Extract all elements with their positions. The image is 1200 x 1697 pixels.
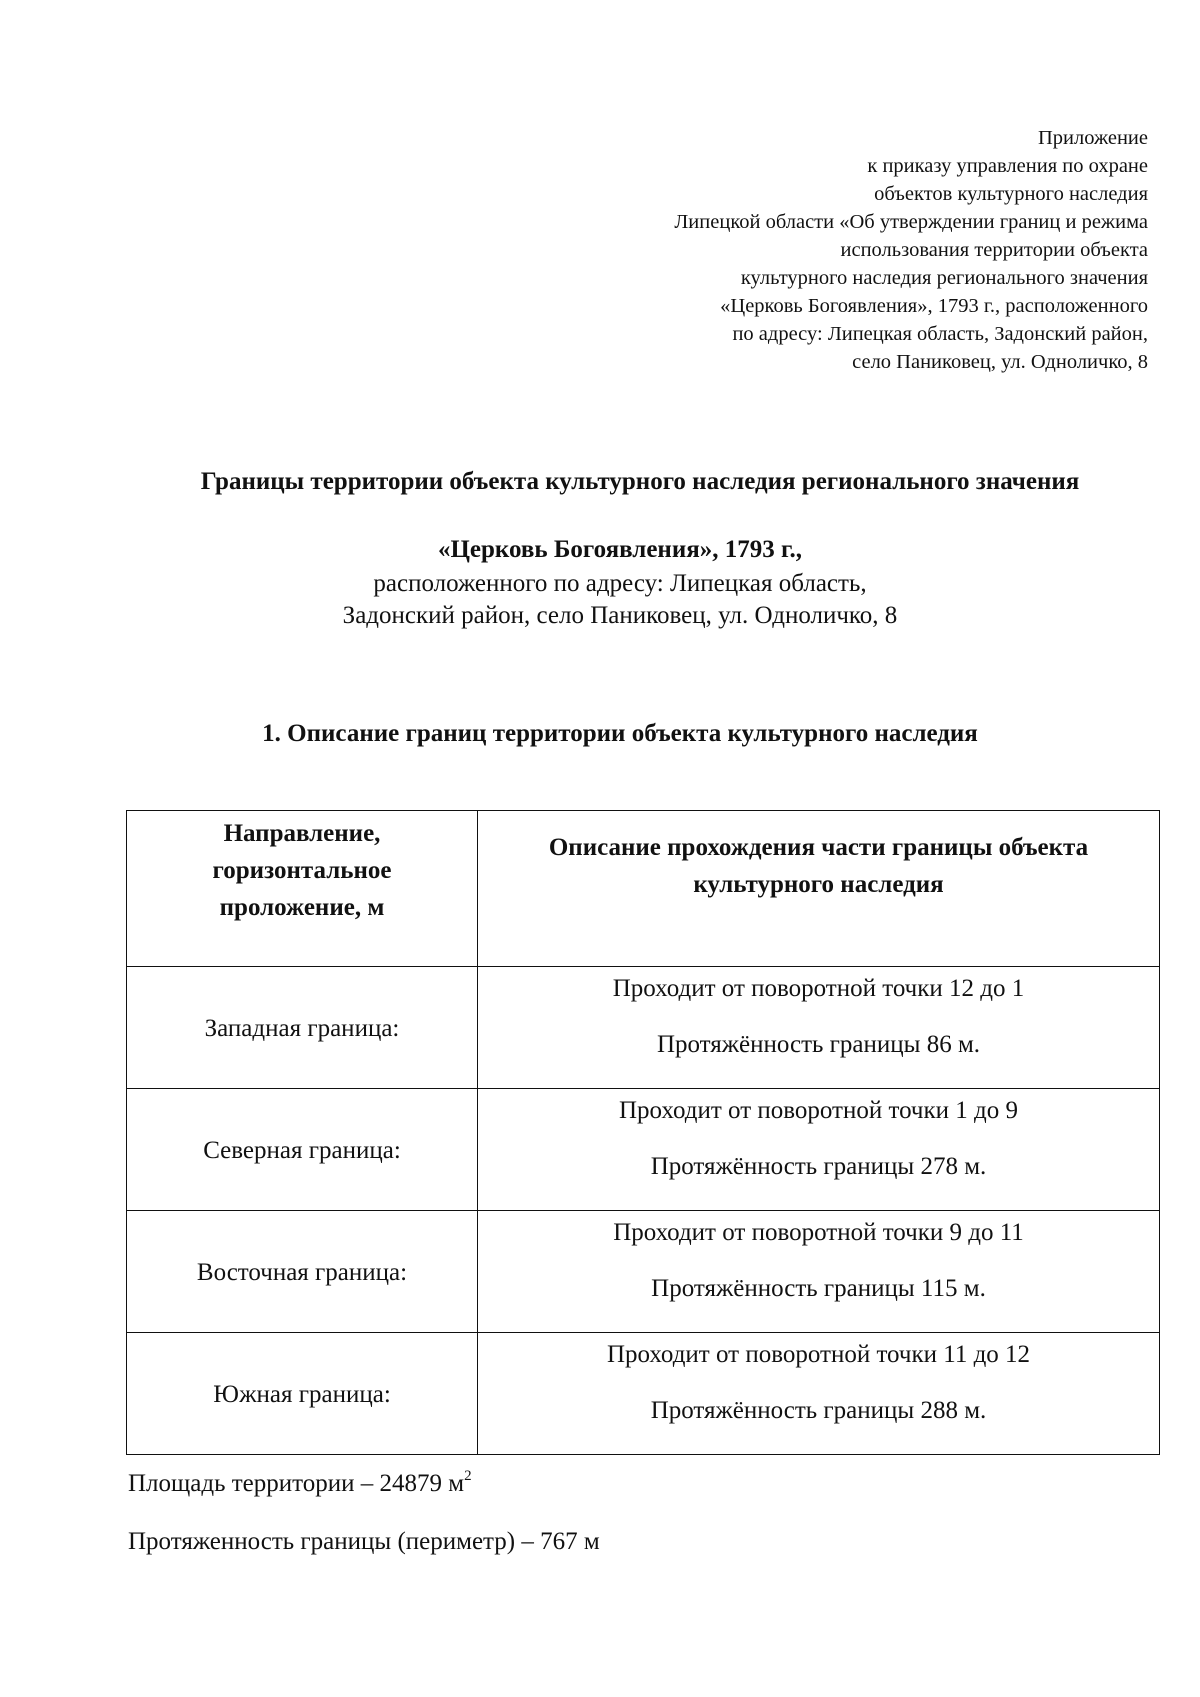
header-line: Направление, (223, 820, 381, 847)
annex-line: Липецкой области «Об утверждении границ и режима (674, 211, 1148, 233)
document-title: Границы территории объекта культурного наследия регионального значения (200, 468, 1080, 495)
passes-text: Проходит от поворотной точки 9 до 11 (613, 1219, 1024, 1246)
length-text: Протяжённость границы 115 м. (651, 1275, 986, 1302)
annex-line: к приказу управления по охране (867, 155, 1148, 177)
annex-line: объектов культурного наследия (874, 183, 1148, 205)
annex-line: по адресу: Липецкая область, Задонский район, (732, 323, 1148, 345)
description-cell (478, 967, 1160, 1089)
length-text: Протяжённость границы 86 м. (656, 1031, 981, 1058)
header-line: проложение, м (219, 894, 385, 921)
length-text: Протяжённость границы 278 м. (650, 1153, 987, 1180)
direction-cell: Северная граница: (127, 1089, 478, 1211)
table-row (127, 967, 1160, 1089)
header-line: культурного наследия (693, 871, 944, 898)
object-address-line: Задонский район, село Паниковец, ул. Одноличко, 8 (342, 602, 898, 629)
perimeter-line: Протяженность границы (периметр) – 767 м (128, 1528, 600, 1555)
table-row (127, 1211, 1160, 1333)
table-row (127, 1333, 1160, 1455)
column-header-direction (127, 811, 478, 967)
table-row (127, 1089, 1160, 1211)
object-name: «Церковь Богоявления», 1793 г., (437, 536, 803, 563)
passes-text: Проходит от поворотной точки 1 до 9 (618, 1097, 1018, 1124)
area-line (128, 1470, 600, 1528)
column-header-description (478, 811, 1160, 967)
annex-line: «Церковь Богоявления», 1793 г., расположенного (720, 295, 1148, 317)
annex-line: село Паниковец, ул. Одноличко, 8 (852, 351, 1148, 373)
header-line: горизонтальное (212, 857, 392, 884)
direction-cell: Южная граница: (127, 1333, 478, 1455)
header-line: Описание прохождения части границы объекта (548, 834, 1089, 861)
totals-block (128, 1470, 600, 1586)
section-heading: 1. Описание границ территории объекта культурного наследия (262, 720, 978, 747)
annex-line: Приложение (1037, 127, 1148, 149)
annex-line: культурного наследия регионального значения (740, 267, 1148, 289)
area-unit-exponent: 2 (464, 1468, 472, 1484)
annex-line: использования территории объекта (840, 239, 1148, 261)
direction-cell: Восточная граница: (127, 1211, 478, 1333)
annex-block (508, 124, 1148, 376)
boundaries-table (126, 810, 1160, 1455)
description-cell (478, 1211, 1160, 1333)
object-block (120, 532, 1120, 632)
description-cell (478, 1333, 1160, 1455)
direction-cell: Западная граница: (127, 967, 478, 1089)
object-address-line: расположенного по адресу: Липецкая область, (373, 570, 867, 597)
passes-text: Проходит от поворотной точки 11 до 12 (606, 1341, 1031, 1368)
area-text: Площадь территории – 24879 м (128, 1470, 465, 1497)
length-text: Протяжённость границы 288 м. (650, 1397, 987, 1424)
table-header-row (127, 811, 1160, 967)
passes-text: Проходит от поворотной точки 12 до 1 (612, 975, 1025, 1002)
description-cell (478, 1089, 1160, 1211)
